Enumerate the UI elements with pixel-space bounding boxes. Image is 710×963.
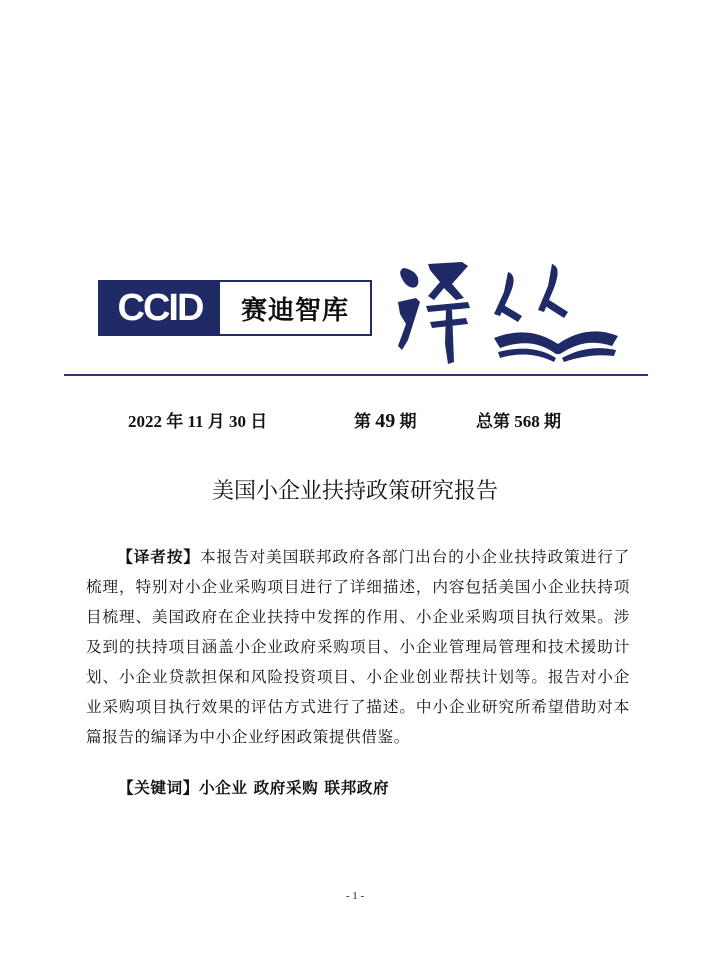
issue-date: 2022 年 11 月 30 日	[128, 412, 268, 431]
issue-number	[354, 407, 417, 433]
issue-number-suffix: 期	[395, 412, 417, 431]
issue-info	[0, 407, 710, 433]
masthead	[98, 258, 618, 368]
translator-note	[86, 542, 630, 752]
issue-number-prefix: 第	[354, 412, 376, 431]
report-title: 美国小企业扶持政策研究报告	[211, 479, 498, 504]
translator-note-text: 本报告对美国联邦政府各部门出台的小企业扶持政策进行了梳理，特别对小企业采购项目进行了详细描述，内容包括美国小企业扶持项目梳理、美国政府在企业扶持中发挥的作用、小企业采购项目执行效果。涉及到的扶持项目涵盖小企业政府采购项目、小企业管理局管理和技术援助计划、小企业贷款担保和风险投资项目、小企业创业帮扶计划等。报告对小企业采购项目执行效果的评估方式进行了描述。中小企业研究所希望借助对本篇报告的编译为中小企业纾困政策提供借鉴。	[86, 548, 630, 746]
issue-number-value: 49	[375, 410, 396, 432]
keywords	[118, 773, 638, 803]
keywords-label: 【关键词】	[118, 779, 199, 797]
issue-total-number: 总第 568 期	[476, 412, 561, 431]
ccid-logo	[98, 280, 372, 336]
yicong-calligraphy-logo	[390, 254, 620, 366]
ccid-logo-text: 赛迪智库	[240, 295, 349, 326]
keywords-list: 小企业 政府采购 联邦政府	[198, 779, 390, 797]
ccid-logo-mark: CCID	[100, 282, 220, 334]
page-number: - 1 -	[345, 890, 365, 902]
masthead-divider	[64, 374, 648, 376]
translator-note-label: 【译者按】	[117, 548, 200, 566]
